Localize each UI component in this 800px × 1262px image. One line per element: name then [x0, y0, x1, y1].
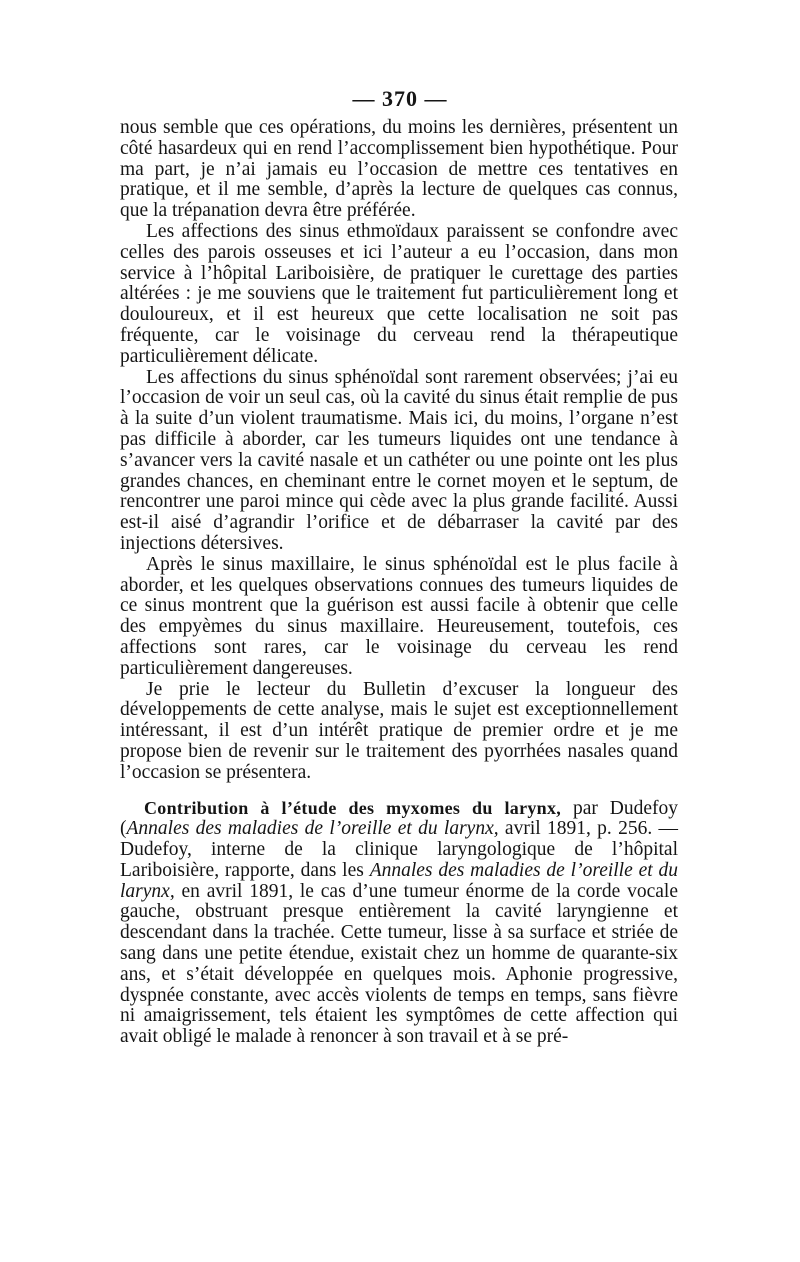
paragraph-sphenoid-vs-maxillary: Après le sinus maxillaire, le sinus sphénoïdal est le plus facile à aborder, et les quelques observations connues des tumeurs liquides de ce sinus montrent que la guérison est aussi facile à obtenir que celle des empyèmes du sinus maxillaire. Heureusement, toutefois, ces affections sont rares, car le voisinage du cerveau les rend particulièrement dangereuses. [120, 553, 678, 679]
paragraph-closing-remarks: Je prie le lecteur du Bulletin d’excuser la longueur des développements de cette analyse, mais le sujet est exceptionnellement intéressant, il est d’un intérêt pratique de premier ordre et je me propose bien de revenir sur le traitement des pyorrhées nasales quand l’occasion se présentera. [120, 678, 678, 783]
paragraph-sphenoid-sinus: Les affections du sinus sphénoïdal sont rarement observées; j’ai eu l’occasion de voir un seul cas, où la cavité du sinus était remplie de pus à la suite d’un violent traumatisme. Mais ici, du moins, l’organe n’est pas difficile à aborder, car les tumeurs liquides ont une tendance à s’avancer vers la cavité nasale et un cathéter ou une pointe ont les plus grandes chances, en cheminant entre le cornet moyen et le septum, de rencontrer une paroi mince qui cède avec la plus grande facilité. Aussi est-il aisé d’agrandir l’orifice et de débarraser la cavité par des injections détersives. [120, 366, 678, 554]
section-myxomes-larynx [120, 798, 678, 1049]
paragraph-continuation: nous semble que ces opérations, du moins les dernières, présentent un côté hasardeux qui en rend l’accomplissement bien hypothétique. Pour ma part, je n’ai jamais eu l’occasion de mettre ces tentatives en pratique, et il me semble, d’après la lecture de quelques cas connus, que la trépanation devra être préférée. [120, 117, 678, 222]
section-citation-details: avril 1891, p. 256. — Dudefoy, interne de la clinique laryngologique de l’hôpital Lariboisière, rapporte, dans les [120, 818, 679, 881]
page-number-header: — 370 — [352, 86, 448, 111]
section-body: en avril 1891, le cas d’une tumeur énorme de la corde vocale gauche, obstruant presque entièrement la cavité laryngienne et descendant dans la trachée. Cette tumeur, lisse à sa surface et striée de sang dans une petite étendue, existait chez un homme de quarante-six ans, et s’était développée en quelques mois. Aphonie progressive, dyspnée constante, avec accès violents de temps en temps, sans fièvre ni amaigrissement, tels étaient les symptômes de cette affection qui avait obligé le malade à renoncer à son travail et à se pré- [120, 880, 678, 1048]
body-text [120, 118, 678, 1048]
section-heading: Contribution à l’étude des myxomes du larynx, [144, 797, 562, 818]
paragraph-ethmoid-sinus: Les affections des sinus ethmoïdaux paraissent se confondre avec celles des parois osseuses et ici l’auteur a eu l’occasion, dans mon service à l’hôpital Lariboisière, de pratiquer le curettage des parties altérées : je me souviens que le traitement fut particulièrement long et douloureux, et il est heureux que cette localisation ne soit pas fréquente, car le voisinage du cerveau rend la thérapeutique particulièrement délicate. [120, 220, 678, 367]
section-author: par Dudefoy ( [120, 797, 678, 840]
section-journal-title: Annales des maladies de l’oreille et du larynx, [120, 859, 679, 902]
section-citation-journal: Annales des maladies de l’oreille et du larynx, [126, 818, 499, 840]
